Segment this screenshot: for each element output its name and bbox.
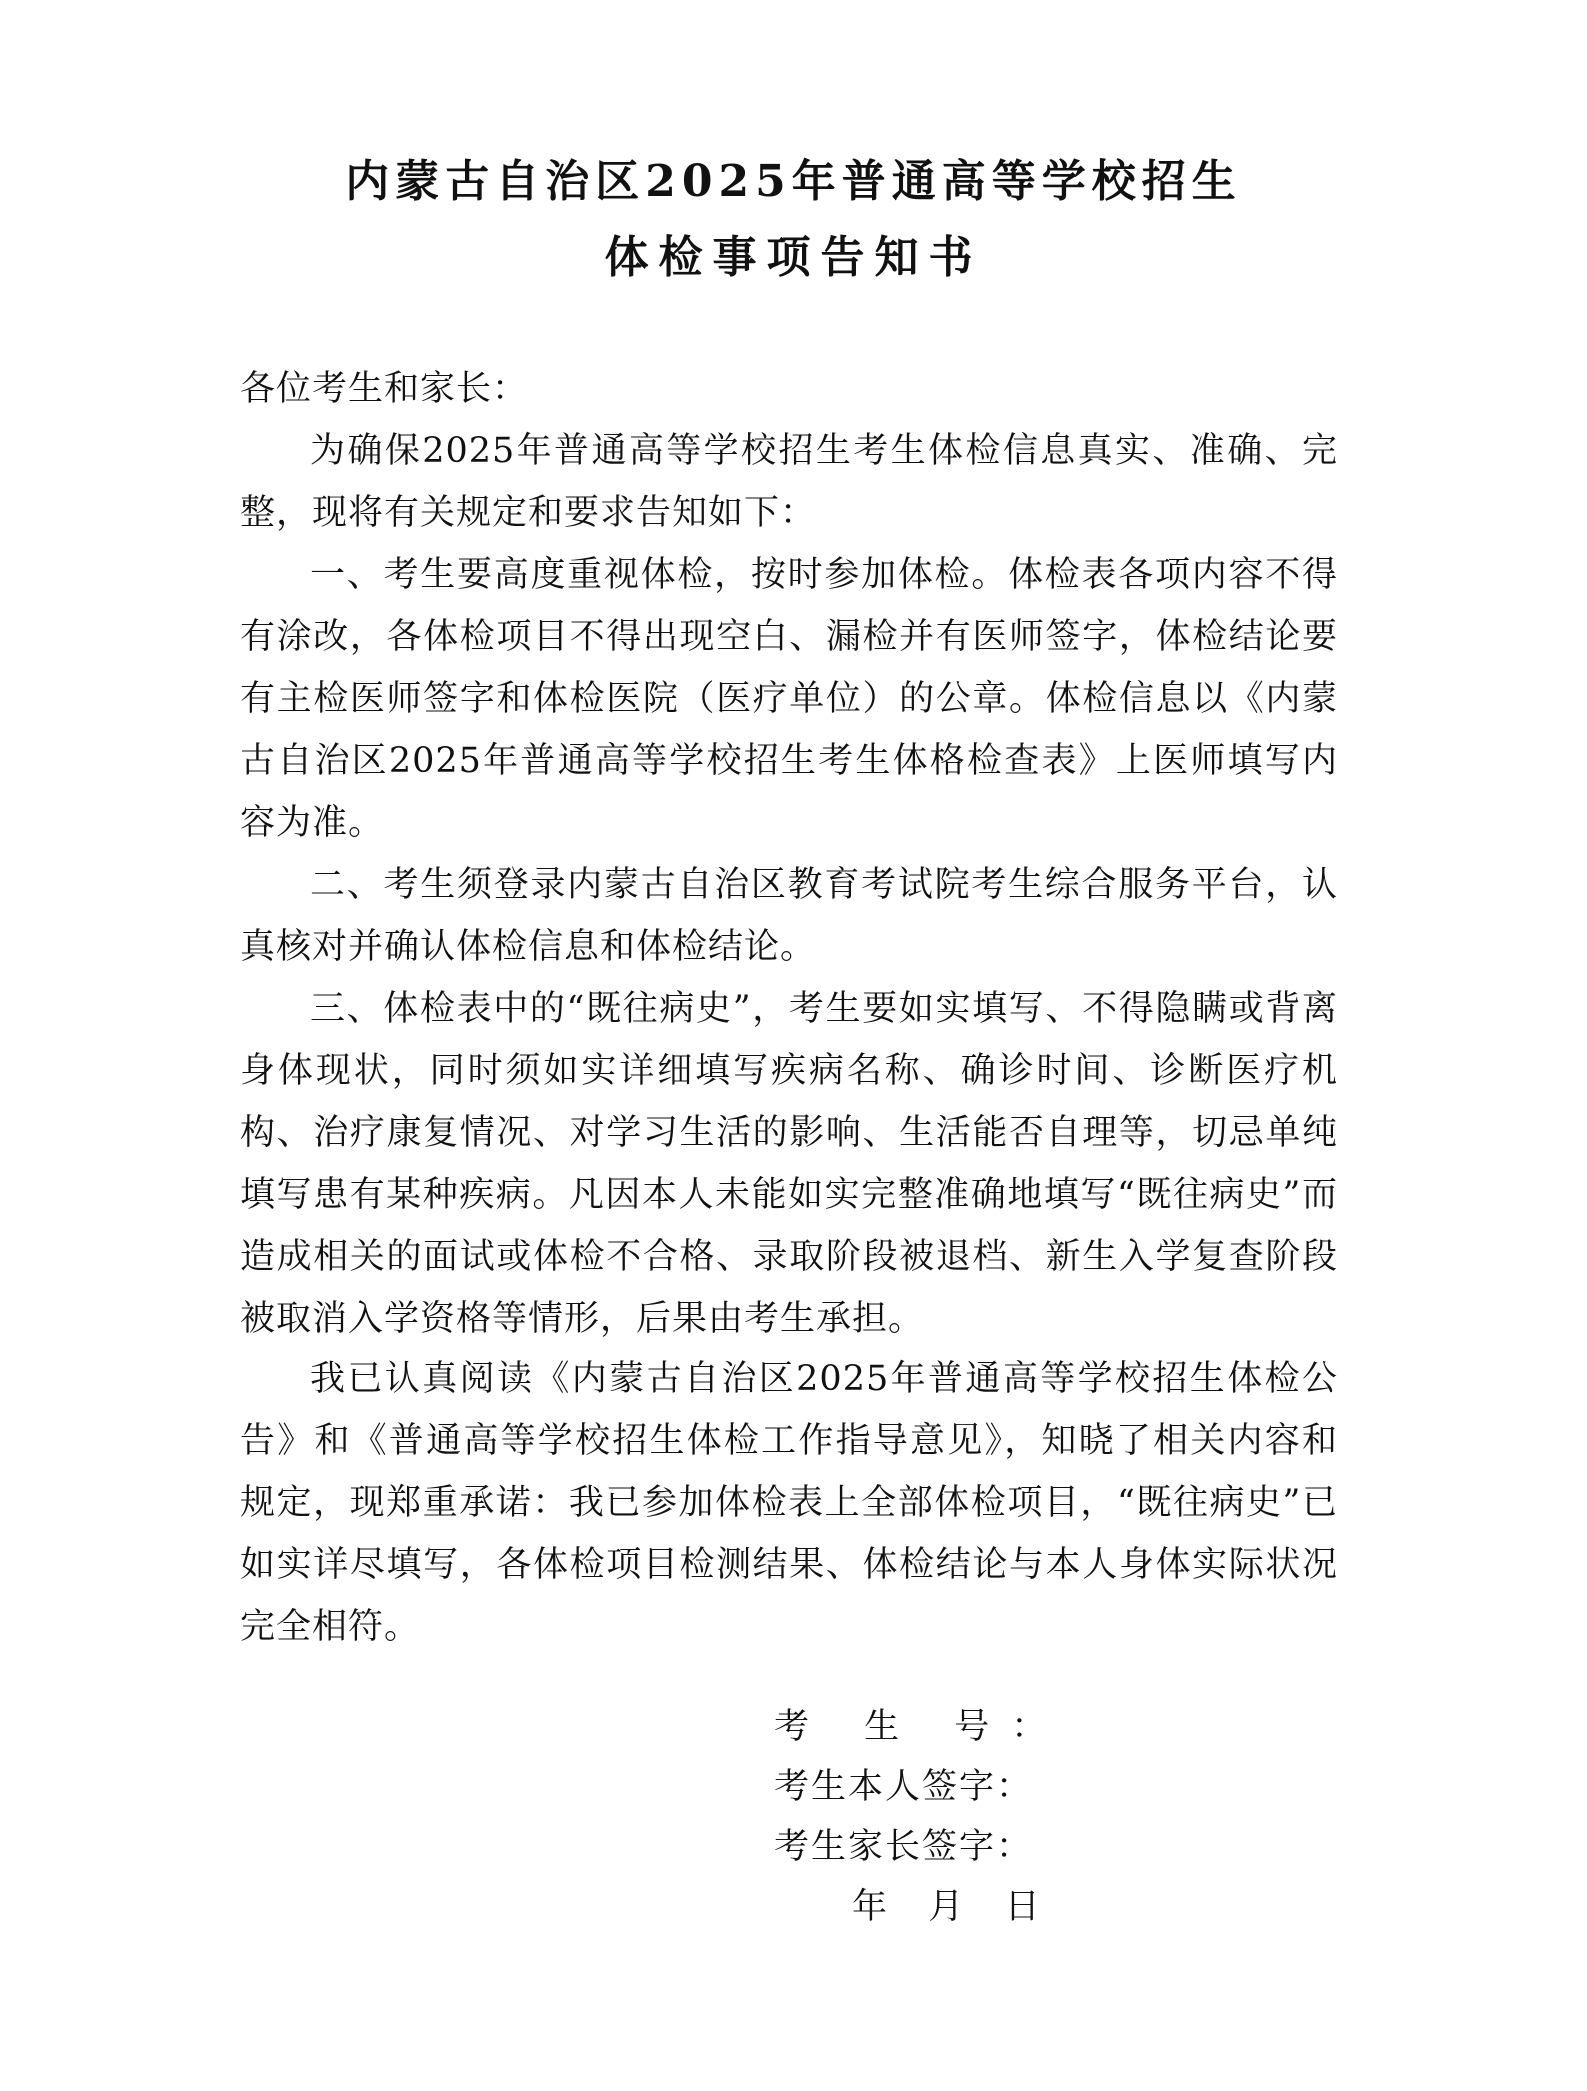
item-three-paragraph: 三、体检表中的“既往病史”，考生要如实填写、不得隐瞒或背离身体现状，同时须如实详细填写疾病名称、确诊时间、诊断医疗机构、治疗康复情况、对学习生活的影响、生活能否自理等，切忌单纯填写患有某种疾病。凡因本人未能如实完整准确地填写“既往病史”而造成相关的面试或体检不合格、录取阶段被退档、新生入学复查阶段被取消入学资格等情形，后果由考生承担。 (240, 989, 1338, 1339)
item-two-paragraph: 二、考生须登录内蒙古自治区教育考试院考生综合服务平台，认真核对并确认体检信息和体检结论。 (240, 865, 1338, 967)
candidate-number-label: 考 生 号： (774, 1707, 1069, 1747)
intro-paragraph: 为确保2025年普通高等学校招生考生体检信息真实、准确、完整，现将有关规定和要求告知如下： (240, 431, 1338, 533)
signature-block (774, 1697, 1068, 1937)
salutation: 各位考生和家长： (240, 369, 529, 409)
item-one-paragraph: 一、考生要高度重视体检，按时参加体检。体检表各项内容不得有涂改，各体检项目不得出现空白、漏检并有医师签字，体检结论要有主检医师签字和体检医院（医疗单位）的公章。体检信息以《内蒙古自治区2025年普通高等学校招生考生体格检查表》上医师填写内容为准。 (240, 555, 1338, 843)
candidate-signature-label: 考生本人签字： (774, 1767, 1034, 1807)
commitment-paragraph: 我已认真阅读《内蒙古自治区2025年普通高等学校招生体检公告》和《普通高等学校招生体检工作指导意见》，知晓了相关内容和规定，现郑重承诺：我已参加体检表上全部体检项目，“既往病史”已如实详尽填写，各体检项目检测结果、体检结论与本人身体实际状况完全相符。 (240, 1359, 1338, 1647)
parent-signature-label: 考生家长签字： (774, 1827, 1034, 1867)
document-title-line-1: 内蒙古自治区2025年普通高等学校招生 (345, 156, 1242, 207)
notice-body (240, 420, 1338, 1350)
date-label: 年 月 日 (852, 1887, 1042, 1927)
document-title-line-2: 体检事项告知书 (604, 232, 983, 283)
